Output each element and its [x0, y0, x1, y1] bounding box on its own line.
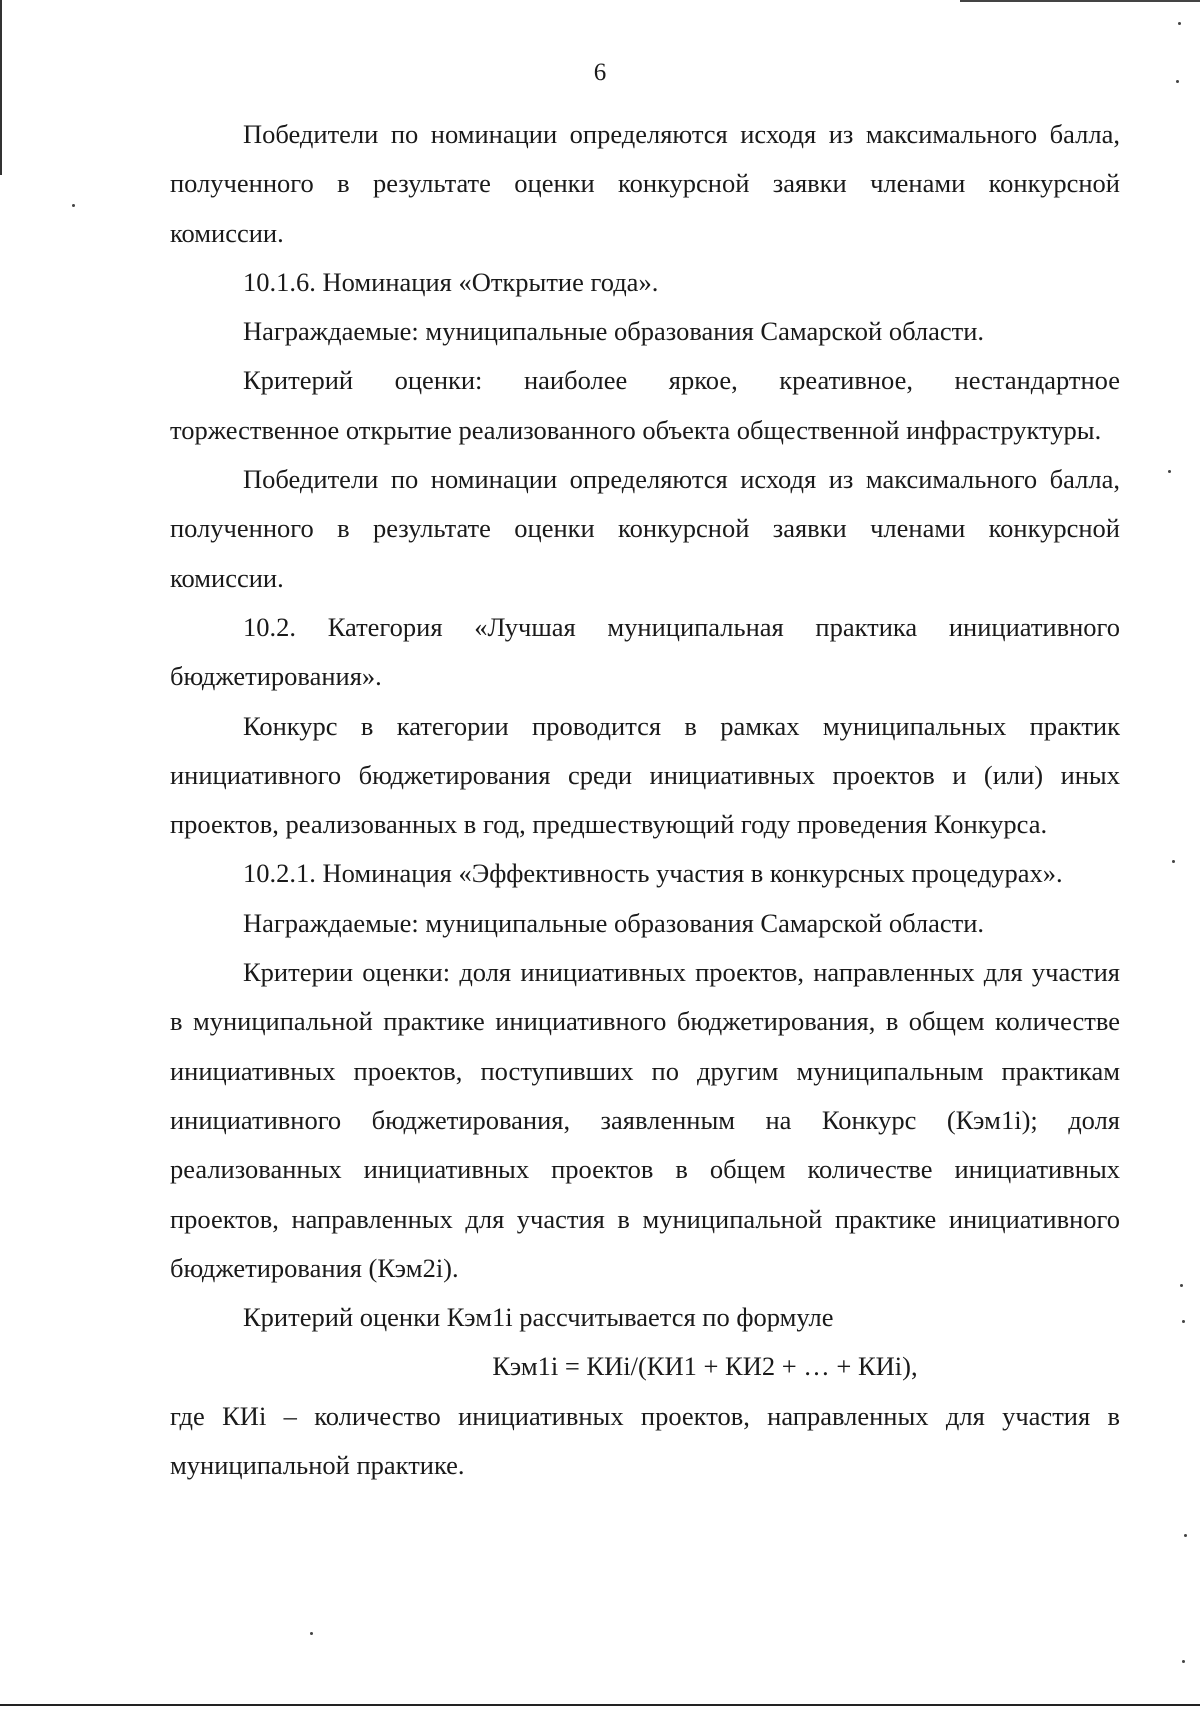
scan-edge-bottom — [0, 1704, 1200, 1706]
scan-speck — [1182, 1320, 1185, 1323]
scan-speck — [72, 204, 75, 207]
scan-speck — [310, 1632, 313, 1635]
paragraph-section-heading: 10.1.6. Номинация «Открытие года». — [243, 266, 659, 297]
document-body — [170, 110, 1120, 1490]
scan-speck — [1172, 860, 1175, 863]
scan-speck — [1182, 1660, 1185, 1663]
paragraph: Награждаемые: муниципальные образования Самарской области. — [243, 316, 985, 347]
paragraph: Критерий оценки: наиболее яркое, креативное, нестандартное торжественное открытие реализованного объекта общественной инфраструктуры. — [170, 365, 1120, 445]
formula-note: где КИi – количество инициативных проектов, направленных для участия в муниципальной практике. — [170, 1400, 1120, 1481]
formula: Кэм1i = КИi/(КИ1 + КИ2 + … + КИi), — [492, 1351, 918, 1382]
paragraph-section-heading: 10.2.1. Номинация «Эффективность участия в конкурсных процедурах». — [243, 858, 1063, 889]
paragraph: Конкурс в категории проводится в рамках муниципальных практик инициативного бюджетирования среди инициативных проектов и (или) иных проектов, реализованных в год, предшествующий году проведения Конкурса. — [170, 710, 1120, 840]
scan-speck — [1168, 470, 1171, 473]
paragraph: Критерий оценки Кэм1i рассчитывается по формуле — [243, 1302, 834, 1333]
paragraph: Критерии оценки: доля инициативных проектов, направленных для участия в муниципальной практике инициативного бюджетирования, в общем количестве инициативных проектов, поступивших по другим муниципальным практикам инициативного бюджетирования, заявленным на Конкурс (Кэм1i); доля реализованных инициативных проектов в общем количестве инициативных проектов, направленных для участия в муниципальной практике инициативного бюджетирования (Кэм2i). — [170, 957, 1120, 1283]
scan-speck — [1184, 1534, 1187, 1537]
paragraph: Награждаемые: муниципальные образования Самарской области. — [243, 907, 985, 938]
paragraph-section-heading: 10.2. Категория «Лучшая муниципальная практика инициативного бюджетирования». — [170, 611, 1120, 692]
paragraph: Победители по номинации определяются исходя из максимального балла, полученного в результате оценки конкурсной заявки членами конкурсной комиссии. — [170, 119, 1120, 248]
page-number: 6 — [593, 59, 607, 86]
scan-edge-top — [960, 0, 1200, 2]
scan-speck — [1180, 1284, 1183, 1287]
paragraph: Победители по номинации определяются исходя из максимального балла, полученного в результате оценки конкурсной заявки членами конкурсной комиссии. — [170, 464, 1120, 593]
scan-speck — [1178, 22, 1181, 25]
